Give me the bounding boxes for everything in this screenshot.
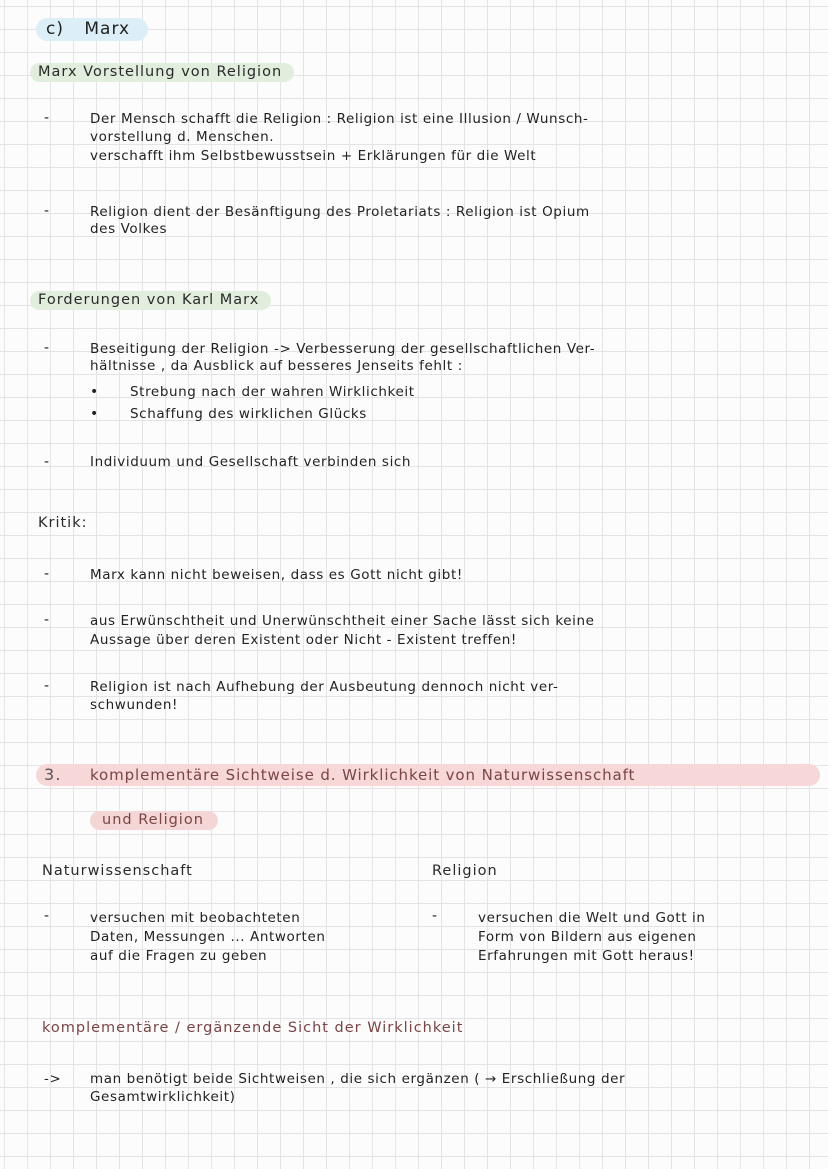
komplementaer-text xyxy=(90,1068,625,1108)
column-heading-naturwissenschaft: Naturwissenschaft xyxy=(42,863,193,879)
column-text-right xyxy=(478,907,706,967)
list-item-line: schwunden! xyxy=(90,697,179,713)
column-line: versuchen mit beobachteten xyxy=(90,910,301,926)
section-letter: c) xyxy=(46,19,64,39)
list-item-line: Aussage über deren Existent oder Nicht - Existent treffen! xyxy=(90,632,517,648)
forderungen-heading: Forderungen von Karl Marx xyxy=(30,291,271,310)
list-dash: - xyxy=(432,908,438,924)
column-line: Erfahrungen mit Gott heraus! xyxy=(478,948,695,964)
list-item xyxy=(90,676,559,716)
bullet-item: Schaffung des wirklichen Glücks xyxy=(130,406,367,422)
text-line: man benötigt beide Sichtweisen , die sich ergänzen ( → Erschließung der xyxy=(90,1071,626,1087)
list-dash: - xyxy=(44,678,50,694)
list-dash: - xyxy=(44,340,50,356)
list-item-line: Religion ist nach Aufhebung der Ausbeutung dennoch nicht ver- xyxy=(90,679,559,695)
column-heading-religion: Religion xyxy=(432,863,498,879)
list-dash: - xyxy=(44,110,50,126)
list-item-line: Marx kann nicht beweisen, dass es Gott nicht gibt! xyxy=(90,567,463,583)
column-line: Daten, Messungen ... Antworten xyxy=(90,929,326,945)
column-line: versuchen die Welt und Gott in xyxy=(478,910,706,926)
list-item xyxy=(90,108,588,167)
list-item-line: aus Erwünschtheit und Unerwünschtheit einer Sache lässt sich keine xyxy=(90,613,595,629)
column-text-left xyxy=(90,907,326,967)
section-number: 3. xyxy=(44,765,62,784)
section-3-heading xyxy=(36,764,820,786)
list-item-line: hältnisse , da Ausblick auf besseres Jenseits fehlt : xyxy=(90,358,463,374)
list-item xyxy=(90,564,463,586)
bullet-dot: • xyxy=(90,384,99,400)
vorstellung-heading: Marx Vorstellung von Religion xyxy=(30,63,294,82)
list-item xyxy=(90,338,595,377)
list-dash: - xyxy=(44,454,50,470)
arrow-marker: -> xyxy=(44,1071,62,1087)
list-dash: - xyxy=(44,612,50,628)
list-item-line: Religion dient der Besänftigung des Proletariats : Religion ist Opium xyxy=(90,204,590,220)
list-dash: - xyxy=(44,203,50,219)
list-item xyxy=(90,610,595,651)
list-item xyxy=(90,201,590,240)
list-item: Individuum und Gesellschaft verbinden sich xyxy=(90,454,412,470)
list-item-line: vorstellung d. Menschen. xyxy=(90,129,275,145)
section-title: Marx xyxy=(84,19,131,39)
list-dash: - xyxy=(44,566,50,582)
column-line: auf die Fragen zu geben xyxy=(90,948,268,964)
list-item-line: Der Mensch schafft die Religion : Religion ist eine Illusion / Wunsch- xyxy=(90,111,589,127)
section-title: komplementäre Sichtweise d. Wirklichkeit von Naturwissenschaft xyxy=(89,766,636,784)
list-item-line: verschafft ihm Selbstbewusstsein + Erklärungen für die Welt xyxy=(90,148,537,164)
section-3-subtitle: und Religion xyxy=(90,811,218,830)
list-item-line: des Volkes xyxy=(90,221,168,237)
list-item-line: Beseitigung der Religion -> Verbesserung der gesellschaftlichen Ver- xyxy=(90,341,596,357)
bullet-dot: • xyxy=(90,406,99,422)
section-c-heading xyxy=(36,18,148,41)
komplementaer-heading: komplementäre / ergänzende Sicht der Wirklichkeit xyxy=(42,1020,464,1036)
kritik-heading: Kritik: xyxy=(38,515,88,531)
text-line: Gesamtwirklichkeit) xyxy=(90,1089,236,1105)
list-dash: - xyxy=(44,908,50,924)
bullet-item: Strebung nach der wahren Wirklichkeit xyxy=(130,384,415,400)
column-line: Form von Bildern aus eigenen xyxy=(478,929,697,945)
